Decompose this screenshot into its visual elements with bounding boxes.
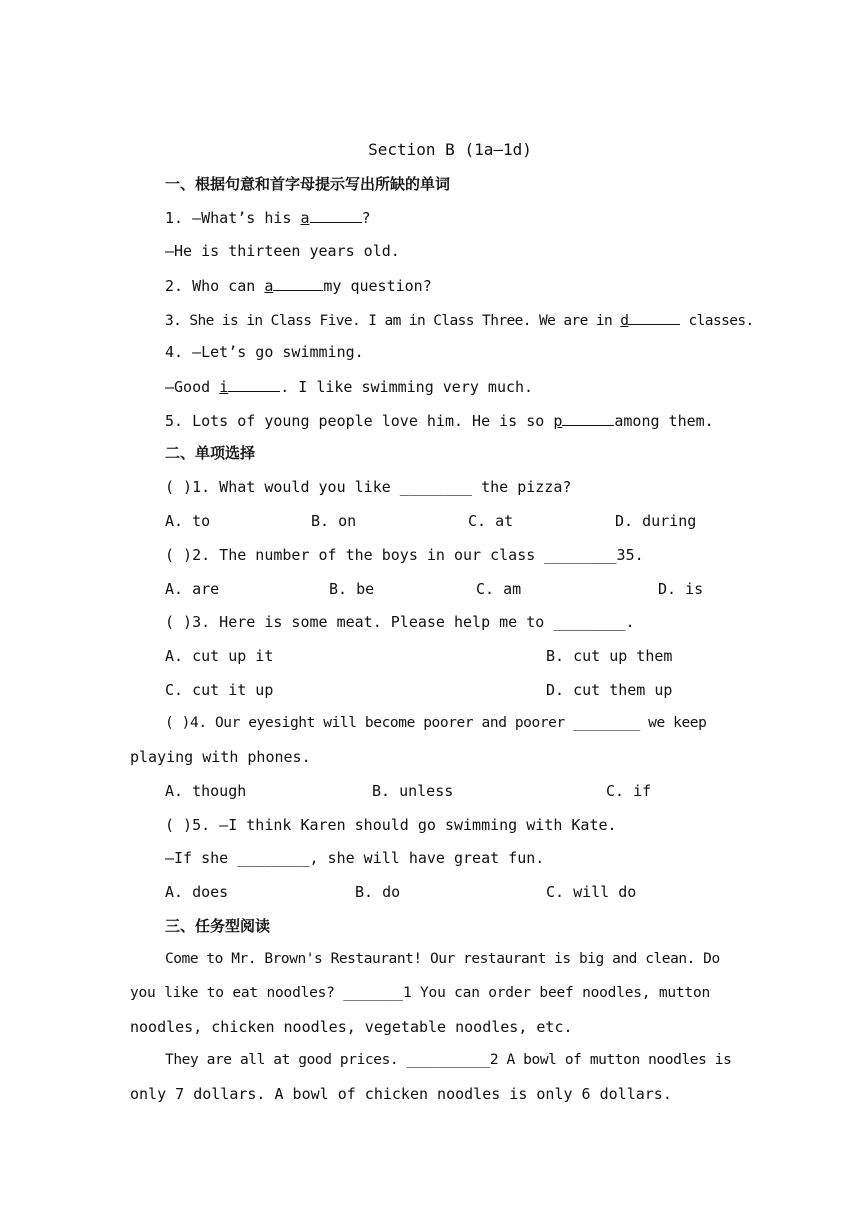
option-2-2-b: B. be	[329, 580, 375, 598]
hint-letter: a	[264, 277, 274, 295]
question-1-5	[165, 410, 714, 431]
question-text: classes.	[680, 313, 754, 329]
answer-blank[interactable]	[273, 275, 323, 291]
answer-blank[interactable]	[228, 376, 280, 392]
question-text: ?	[361, 209, 371, 227]
option-2-5-a: A. does	[165, 883, 229, 901]
section-heading-2: 二、单项选择	[165, 444, 256, 462]
answer-blank[interactable]	[628, 309, 680, 325]
question-2-2: ( )2. The number of the boys in our class ________35.	[165, 546, 644, 564]
question-1-1	[165, 207, 371, 228]
answer-blank[interactable]	[562, 410, 614, 426]
option-2-1-d: D. during	[615, 512, 697, 530]
answer-blank[interactable]	[310, 207, 362, 223]
hint-letter: i	[219, 378, 229, 396]
option-2-3-d: D. cut them up	[546, 681, 673, 699]
option-2-5-c: C. will do	[546, 883, 637, 901]
question-1-4-reply	[165, 376, 533, 397]
option-2-1-a: A. to	[165, 512, 211, 530]
question-1-3	[165, 309, 754, 331]
hint-letter: d	[620, 313, 629, 329]
passage-line: you like to eat noodles? _______1 You can order beef noodles, mutton	[130, 985, 711, 1001]
question-1-1-reply: —He is thirteen years old.	[165, 242, 400, 260]
question-2-1: ( )1. What would you like ________ the pizza?	[165, 478, 572, 496]
question-text: 3. She is in Class Five. I am in Class Three. We are in	[165, 313, 621, 329]
question-2-5: ( )5. —I think Karen should go swimming with Kate.	[165, 816, 617, 834]
question-1-2	[165, 275, 432, 296]
passage-line: Come to Mr. Brown's Restaurant! Our restaurant is big and clean. Do	[165, 951, 720, 967]
option-2-1-b: B. on	[311, 512, 357, 530]
question-text: . I like swimming very much.	[280, 378, 534, 396]
question-2-4-cont: playing with phones.	[130, 748, 311, 766]
option-2-2-d: D. is	[658, 580, 704, 598]
option-2-3-c: C. cut it up	[165, 681, 274, 699]
question-text: 5. Lots of young people love him. He is so	[165, 412, 554, 430]
question-2-3: ( )3. Here is some meat. Please help me to ________.	[165, 613, 635, 631]
option-2-2-c: C. am	[476, 580, 522, 598]
page-title: Section B (1a—1d)	[368, 140, 532, 159]
question-1-4: 4. —Let’s go swimming.	[165, 343, 364, 361]
option-2-4-a: A. though	[165, 782, 247, 800]
section-heading-1: 一、根据句意和首字母提示写出所缺的单词	[165, 175, 451, 193]
question-text: among them.	[614, 412, 714, 430]
question-text: my question?	[323, 277, 432, 295]
hint-letter: a	[300, 209, 310, 227]
passage-line: noodles, chicken noodles, vegetable noodles, etc.	[130, 1018, 573, 1036]
passage-line: only 7 dollars. A bowl of chicken noodles is only 6 dollars.	[130, 1085, 672, 1103]
passage-line: They are all at good prices. __________2 A bowl of mutton noodles is	[165, 1052, 732, 1068]
option-2-3-a: A. cut up it	[165, 647, 274, 665]
option-2-4-b: B. unless	[372, 782, 454, 800]
option-2-2-a: A. are	[165, 580, 220, 598]
question-2-5-reply: —If she ________, she will have great fun.	[165, 849, 545, 867]
question-text: —Good	[165, 378, 220, 396]
question-text: 1. —What’s his	[165, 209, 301, 227]
option-2-3-b: B. cut up them	[546, 647, 673, 665]
hint-letter: p	[553, 412, 563, 430]
question-2-4: ( )4. Our eyesight will become poorer and poorer ________ we keep	[165, 715, 707, 731]
section-heading-3: 三、任务型阅读	[165, 917, 271, 935]
option-2-5-b: B. do	[355, 883, 401, 901]
option-2-4-c: C. if	[606, 782, 652, 800]
option-2-1-c: C. at	[468, 512, 514, 530]
question-text: 2. Who can	[165, 277, 265, 295]
